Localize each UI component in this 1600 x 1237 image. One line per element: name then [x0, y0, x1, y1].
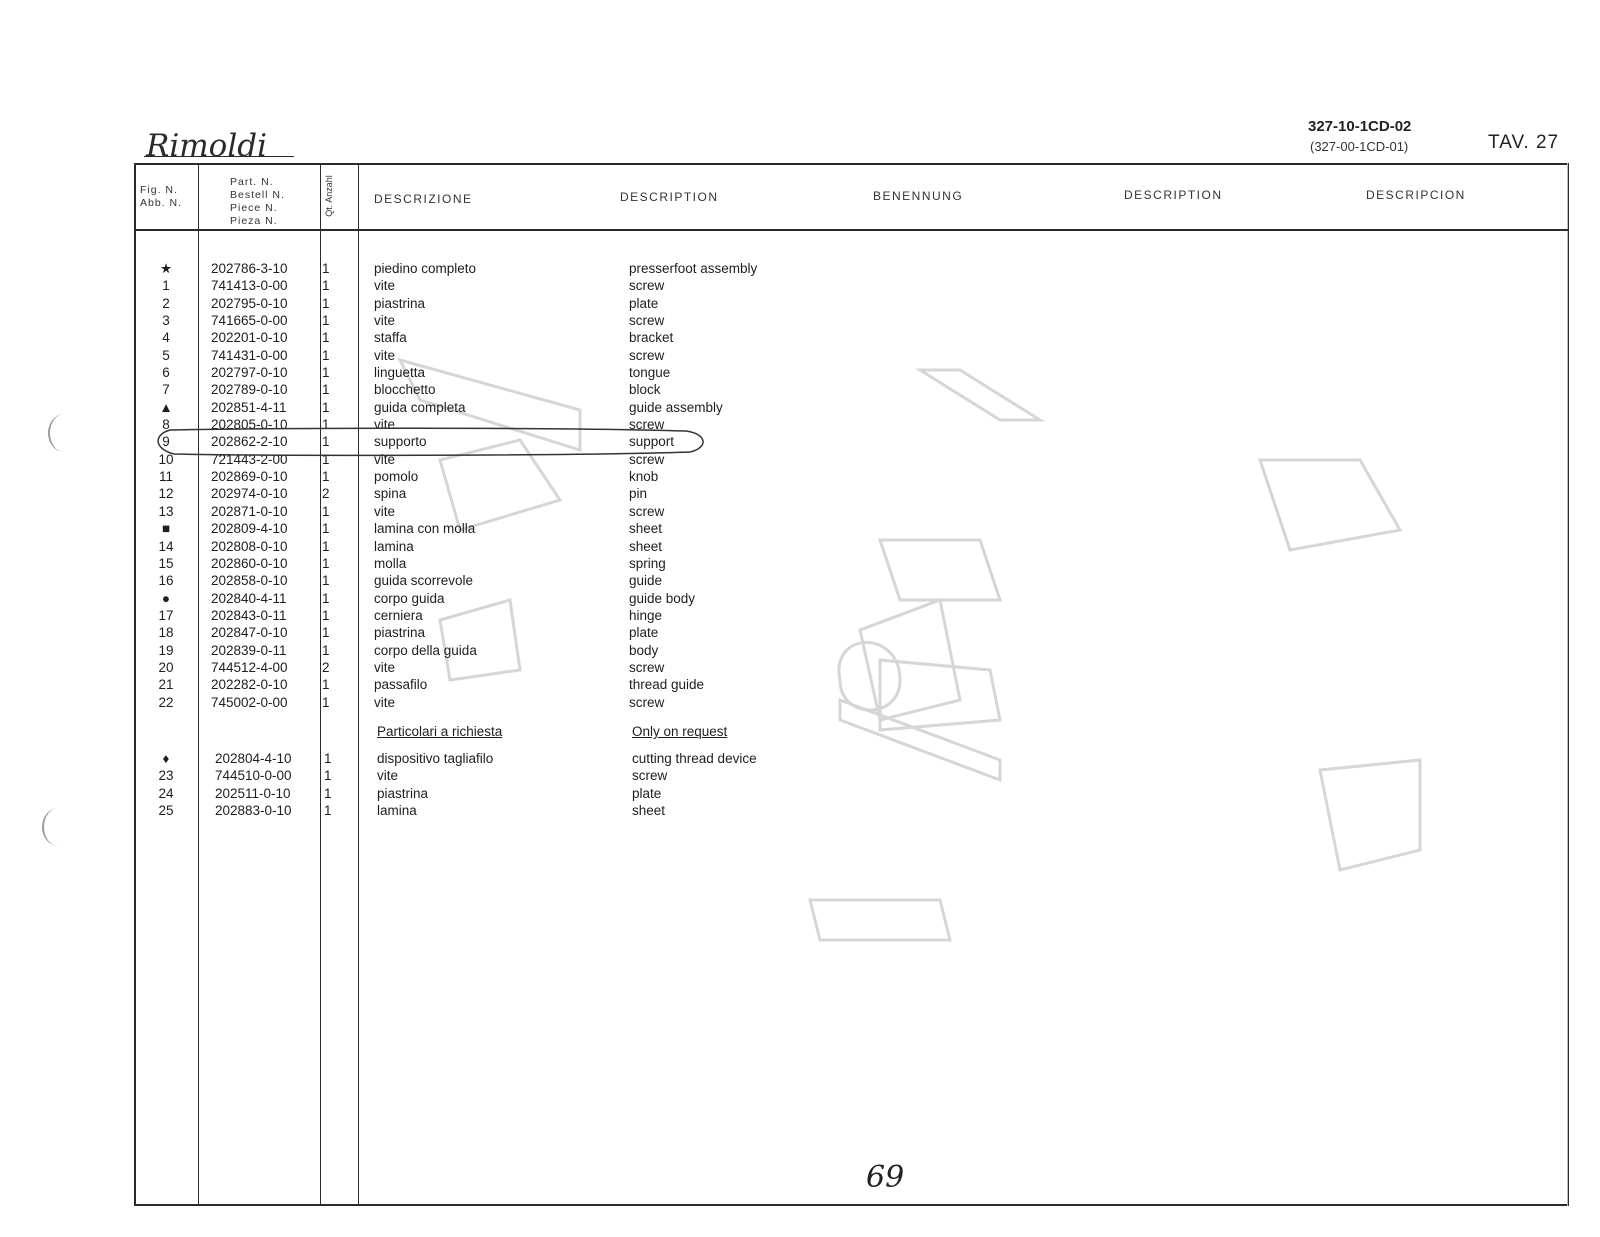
- quantity: 1: [322, 555, 330, 571]
- description-it: vite: [374, 659, 396, 675]
- quantity: 1: [322, 694, 330, 710]
- part-number: 202795-0-10: [211, 295, 288, 311]
- header-divider: [134, 229, 1569, 231]
- header-benennung: BENENNUNG: [873, 189, 964, 203]
- quantity: 1: [322, 469, 330, 485]
- description-it: vite: [374, 313, 396, 329]
- quantity: 1: [322, 503, 330, 519]
- fig-number: ▲: [159, 399, 173, 415]
- fig-number: 6: [162, 365, 170, 381]
- on-request-label-it: Particolari a richiesta: [377, 724, 503, 739]
- quantity: 1: [322, 607, 330, 623]
- table-row: [134, 520, 1034, 537]
- description-en: pin: [629, 486, 648, 502]
- quantity: 2: [322, 659, 330, 675]
- fig-number: 1: [162, 278, 170, 294]
- on-request-label-en: Only on request: [632, 724, 728, 739]
- fig-number: ■: [161, 521, 171, 537]
- description-it: vite: [374, 347, 396, 363]
- description-it: dispositivo tagliafilo: [377, 751, 494, 766]
- description-en: knob: [629, 469, 659, 485]
- table-row: [134, 364, 1034, 381]
- table-row: [134, 538, 1034, 555]
- fig-number: 5: [162, 347, 170, 363]
- description-it: vite: [374, 417, 396, 433]
- table-row: [134, 624, 1034, 641]
- table-row: [134, 676, 1034, 693]
- description-it: molla: [374, 555, 407, 571]
- fig-number: 13: [158, 503, 174, 519]
- fig-number: 4: [162, 330, 170, 346]
- table-row: [134, 295, 1034, 312]
- part-number: 741413-0-00: [211, 278, 288, 294]
- description-en: sheet: [632, 803, 666, 819]
- header-qty: Qt. Anzahl: [324, 175, 334, 217]
- quantity: 1: [322, 313, 330, 329]
- description-en: body: [629, 642, 659, 658]
- header-part: Part. N. Bestell N. Piece N. Pieza N.: [230, 176, 285, 227]
- description-en: screw: [629, 694, 665, 710]
- description-it: cerniera: [374, 607, 423, 623]
- fig-number: 24: [158, 785, 174, 801]
- description-it: vite: [374, 451, 396, 467]
- description-it: pomolo: [374, 469, 419, 485]
- part-number: 202860-0-10: [211, 555, 288, 571]
- description-en: plate: [632, 785, 662, 801]
- table-row: [134, 659, 1034, 676]
- description-it: vite: [377, 768, 399, 784]
- table-row: [134, 347, 1034, 364]
- quantity: 1: [324, 803, 332, 819]
- description-en: thread guide: [629, 677, 705, 693]
- part-number: 202804-4-10: [215, 751, 292, 766]
- description-en: screw: [629, 347, 665, 363]
- description-it: blocchetto: [374, 382, 436, 398]
- fig-number: 21: [158, 677, 174, 693]
- description-it: piastrina: [374, 625, 426, 641]
- parts-list: [134, 260, 1034, 711]
- quantity: 1: [322, 365, 330, 381]
- quantity: 1: [324, 751, 332, 766]
- description-en: screw: [629, 503, 665, 519]
- description-en: tongue: [629, 365, 671, 381]
- hand-drawn-circle: [150, 426, 710, 460]
- part-number: 202843-0-11: [211, 607, 287, 623]
- fig-number: ●: [161, 590, 171, 606]
- brand-logo: Rimoldi: [146, 128, 267, 164]
- fig-number: 18: [158, 625, 174, 641]
- quantity: 1: [324, 768, 332, 784]
- quantity: 1: [322, 278, 330, 294]
- part-number: 202883-0-10: [215, 803, 292, 819]
- quantity: 1: [322, 382, 330, 398]
- quantity: 1: [322, 451, 330, 467]
- header-fig: Fig. N. Abb. N.: [140, 184, 183, 209]
- quantity: 2: [322, 486, 330, 502]
- quantity: 1: [322, 417, 330, 433]
- table-row: [134, 802, 1034, 819]
- fig-number: 7: [162, 382, 170, 398]
- table-row: [134, 767, 1034, 784]
- description-it: vite: [374, 503, 396, 519]
- fig-number: 9: [162, 434, 170, 450]
- document-subcode: (327-00-1CD-01): [1310, 139, 1409, 154]
- description-it: passafilo: [374, 677, 428, 693]
- on-request-parts-list: [134, 750, 1034, 819]
- description-it: lamina: [374, 538, 414, 554]
- table-row: [134, 260, 1034, 277]
- description-en: sheet: [629, 521, 663, 537]
- description-en: block: [629, 382, 661, 398]
- part-number: 721443-2-00: [211, 451, 288, 467]
- part-number: 202869-0-10: [211, 469, 288, 485]
- description-en: bracket: [629, 330, 674, 346]
- description-en: cutting thread device: [632, 751, 757, 766]
- description-it: supporto: [374, 434, 427, 450]
- fig-number: 16: [158, 573, 174, 589]
- part-number: 202839-0-11: [211, 642, 287, 658]
- part-number: 202786-3-10: [211, 261, 288, 276]
- quantity: 1: [322, 399, 330, 415]
- description-en: guide: [629, 573, 663, 589]
- quantity: 1: [322, 261, 330, 276]
- description-en: screw: [629, 313, 665, 329]
- description-en: plate: [629, 295, 659, 311]
- part-number: 744510-0-00: [215, 768, 292, 784]
- description-en: screw: [632, 768, 668, 784]
- table-row: [134, 312, 1034, 329]
- fig-number: 22: [158, 694, 174, 710]
- table-row: [134, 750, 1034, 767]
- description-en: screw: [629, 278, 665, 294]
- description-it: staffa: [374, 330, 407, 346]
- table-row: [134, 572, 1034, 589]
- fig-number: 2: [162, 295, 170, 311]
- description-en: spring: [629, 555, 666, 571]
- table-row: [134, 485, 1034, 502]
- logo-underline: [144, 156, 294, 157]
- table-row: [134, 381, 1034, 398]
- table-row: [134, 277, 1034, 294]
- description-it: corpo guida: [374, 590, 445, 606]
- quantity: 1: [322, 590, 330, 606]
- description-it: piastrina: [377, 785, 429, 801]
- description-en: sheet: [629, 538, 663, 554]
- fig-number: 23: [158, 768, 174, 784]
- description-en: support: [629, 434, 675, 450]
- table-row: [134, 642, 1034, 659]
- fig-number: 12: [158, 486, 174, 502]
- table-number: TAV. 27: [1488, 132, 1560, 153]
- quantity: 1: [322, 347, 330, 363]
- document-code: 327-10-1CD-02: [1308, 118, 1412, 135]
- table-row: [134, 503, 1034, 520]
- binder-hole: [42, 808, 74, 846]
- table-row: [134, 694, 1034, 711]
- description-it: spina: [374, 486, 407, 502]
- description-en: guide body: [629, 590, 696, 606]
- part-number: 741431-0-00: [211, 347, 288, 363]
- part-number: 202282-0-10: [211, 677, 288, 693]
- frame-shadow: [1567, 163, 1568, 1206]
- part-number: 202805-0-10: [211, 417, 288, 433]
- part-number: 744512-4-00: [211, 659, 288, 675]
- quantity: 1: [322, 642, 330, 658]
- fig-number: ♦: [162, 751, 170, 766]
- description-it: guida scorrevole: [374, 573, 474, 589]
- description-en: plate: [629, 625, 659, 641]
- table-row: [134, 399, 1034, 416]
- description-it: piastrina: [374, 295, 426, 311]
- fig-number: 19: [158, 642, 174, 658]
- part-number: 202797-0-10: [211, 365, 288, 381]
- part-number: 202858-0-10: [211, 573, 288, 589]
- table-row: [134, 329, 1034, 346]
- fig-number: 25: [158, 803, 174, 819]
- description-en: hinge: [629, 607, 663, 623]
- part-number: 202511-0-10: [215, 785, 291, 801]
- table-row: [134, 468, 1034, 485]
- description-it: linguetta: [374, 365, 426, 381]
- fig-number: 10: [158, 451, 174, 467]
- quantity: 1: [322, 521, 330, 537]
- description-en: presserfoot assembly: [629, 261, 758, 276]
- quantity: 1: [322, 434, 330, 450]
- description-en: screw: [629, 451, 665, 467]
- fig-number: 14: [158, 538, 174, 554]
- quantity: 1: [322, 538, 330, 554]
- part-number: 202871-0-10: [211, 503, 288, 519]
- part-number: 741665-0-00: [211, 313, 288, 329]
- table-row: [134, 555, 1034, 572]
- header-descrizione: DESCRIZIONE: [374, 192, 473, 206]
- part-number: 202840-4-11: [211, 590, 287, 606]
- part-number: 202862-2-10: [211, 434, 288, 450]
- description-en: guide assembly: [629, 399, 723, 415]
- quantity: 1: [322, 330, 330, 346]
- quantity: 1: [322, 295, 330, 311]
- header-descripcion: DESCRIPCION: [1366, 188, 1466, 202]
- fig-number: 20: [158, 659, 174, 675]
- fig-number: 15: [158, 555, 174, 571]
- fig-number: 17: [158, 607, 174, 623]
- part-number: 202851-4-11: [211, 399, 287, 415]
- part-number: 202789-0-10: [211, 382, 288, 398]
- quantity: 1: [322, 573, 330, 589]
- part-number: 745002-0-00: [211, 694, 288, 710]
- description-it: piedino completo: [374, 261, 477, 276]
- part-number: 202847-0-10: [211, 625, 288, 641]
- quantity: 1: [324, 785, 332, 801]
- part-number: 202809-4-10: [211, 521, 288, 537]
- description-it: vite: [374, 278, 396, 294]
- description-it: corpo della guida: [374, 642, 477, 658]
- fig-number: 11: [158, 469, 173, 485]
- page-number: 69: [866, 1160, 905, 1195]
- quantity: 1: [322, 677, 330, 693]
- fig-number: 3: [162, 313, 170, 329]
- quantity: 1: [322, 625, 330, 641]
- binder-hole: [48, 414, 80, 452]
- description-it: lamina con molla: [374, 521, 476, 537]
- table-row: [134, 590, 1034, 607]
- part-number: 202808-0-10: [211, 538, 288, 554]
- table-row: [134, 607, 1034, 624]
- description-it: guida completa: [374, 399, 466, 415]
- description-en: screw: [629, 417, 665, 433]
- description-it: lamina: [377, 803, 417, 819]
- part-number: 202974-0-10: [211, 486, 288, 502]
- table-row: [134, 785, 1034, 802]
- fig-number: 8: [162, 417, 170, 433]
- fig-number: ★: [159, 261, 173, 276]
- description-en: screw: [629, 659, 665, 675]
- part-number: 202201-0-10: [211, 330, 288, 346]
- description-it: vite: [374, 694, 396, 710]
- header-description-en: DESCRIPTION: [620, 190, 719, 204]
- header-description-fr: DESCRIPTION: [1124, 188, 1223, 202]
